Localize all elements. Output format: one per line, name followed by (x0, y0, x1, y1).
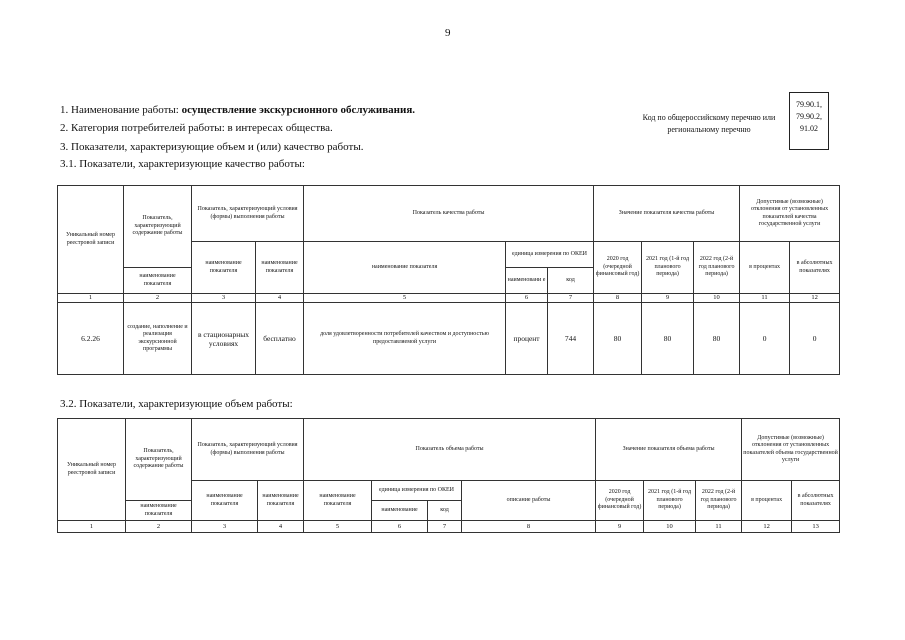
column-number: 11 (696, 521, 742, 533)
header-in-absolute: в абсолютных показателях (790, 242, 840, 294)
header-volume-indicator: Показатель объема работы (304, 419, 596, 481)
column-number: 4 (258, 521, 304, 533)
column-number: 7 (548, 294, 594, 303)
column-number: 3 (192, 294, 256, 303)
cell-deviation-percent: 0 (740, 303, 790, 375)
column-number: 11 (740, 294, 790, 303)
header-year-2020: 2020 год (очередной финансовый год) (594, 242, 642, 294)
column-number: 2 (124, 294, 192, 303)
column-number: 4 (256, 294, 304, 303)
column-number: 6 (506, 294, 548, 303)
column-number: 3 (192, 521, 258, 533)
header-deviation: Допустимые (возможные) отклонения от установленных показателей объема государственной услуги (742, 419, 840, 481)
cell-condition-2: бесплатно (256, 303, 304, 375)
cell-unit: процент (506, 303, 548, 375)
header-year-2022: 2022 год (2-й год планового периода) (694, 242, 740, 294)
header-quality-value: Значение показателя качества работы (594, 186, 740, 242)
column-number: 12 (742, 521, 792, 533)
header-content-indicator: Показатель, характеризующий содержание работы (124, 186, 192, 268)
header-in-absolute: в абсолютных показателях (792, 481, 840, 521)
volume-section-title: 3.2. Показатели, характеризующие объем работы: (60, 398, 293, 410)
work-name-value: осуществление экскурсионного обслуживания. (181, 104, 416, 116)
page-number: 9 (445, 27, 451, 39)
header-year-2022: 2022 год (2-й год планового периода) (696, 481, 742, 521)
column-number: 13 (792, 521, 840, 533)
consumer-category-line: 2. Категория потребителей работы: в интересах общества. (60, 122, 333, 134)
column-number: 5 (304, 521, 372, 533)
header-unit-okei: единица измерения по ОКЕИ (372, 481, 462, 501)
column-number: 5 (304, 294, 506, 303)
volume-table (57, 418, 840, 533)
quality-table (57, 185, 840, 375)
header-name-2: наименование показателя (192, 242, 256, 294)
cell-deviation-absolute: 0 (790, 303, 840, 375)
header-unit-name: наименование (372, 501, 428, 521)
header-content-indicator: Показатель, характеризующий содержание работы (126, 419, 192, 501)
header-quality-indicator: Показатель качества работы (304, 186, 594, 242)
header-unique-number: Уникальный номер реестровой записи (58, 186, 124, 294)
header-deviation: Допустимые (возможные) отклонения от установленных показателей качества государственной услуги (740, 186, 840, 242)
table-row (58, 303, 840, 375)
header-name-2: наименование показателя (192, 481, 258, 521)
header-in-percent: в процентах (742, 481, 792, 521)
column-number: 8 (462, 521, 596, 533)
column-number: 10 (644, 521, 696, 533)
column-number: 1 (58, 521, 126, 533)
header-name-1: наименование показателя (126, 501, 192, 521)
column-number: 2 (126, 521, 192, 533)
column-number: 9 (642, 294, 694, 303)
cell-indicator-name: доля удовлетворенности потребителей качеством и доступностью предоставляемой услуги (304, 303, 506, 375)
header-indicator-name: наименование показателя (304, 242, 506, 294)
header-year-2020: 2020 год (очередной финансовый год) (596, 481, 644, 521)
column-number: 6 (372, 521, 428, 533)
work-name-line (60, 104, 415, 116)
header-name-1: наименование показателя (124, 268, 192, 294)
cell-code: 744 (548, 303, 594, 375)
header-unique-number: Уникальный номер реестровой записи (58, 419, 126, 521)
header-unit-okei: единица измерения по ОКЕИ (506, 242, 594, 268)
cell-value-2021: 80 (642, 303, 694, 375)
column-number: 7 (428, 521, 462, 533)
code-value-2: 79.90.2, (796, 112, 822, 121)
column-number: 10 (694, 294, 740, 303)
code-box (789, 92, 829, 150)
cell-value-2020: 80 (594, 303, 642, 375)
header-volume-value: Значение показателя объема работы (596, 419, 742, 481)
indicators-line: 3. Показатели, характеризующие объем и (или) качество работы. (60, 141, 364, 153)
header-unit-code: код (428, 501, 462, 521)
header-unit-name: наименовани е (506, 268, 548, 294)
header-conditions-indicator: Показатель, характеризующий условия (формы) выполнения работы (192, 419, 304, 481)
header-year-2021: 2021 год (1-й год планового периода) (644, 481, 696, 521)
column-number: 12 (790, 294, 840, 303)
cell-condition-1: в стационарных условиях (192, 303, 256, 375)
header-name-3: наименование показателя (258, 481, 304, 521)
cell-unique-number: 6.2.26 (58, 303, 124, 375)
code-value-1: 79.90.1, (796, 100, 822, 109)
header-work-description: описание работы (462, 481, 596, 521)
code-value-3: 91.02 (800, 124, 818, 133)
header-name-4: наименование показателя (304, 481, 372, 521)
code-label: Код по общероссийскому перечню или региональному перечню (642, 113, 776, 134)
header-year-2021: 2021 год (1-й год планового периода) (642, 242, 694, 294)
cell-content: создание, наполнение и реализация экскурсионной программы (124, 303, 192, 375)
header-conditions-indicator: Показатель, характеризующий условия (формы) выполнения работы (192, 186, 304, 242)
work-name-prefix: 1. Наименование работы: (60, 104, 182, 116)
header-name-3: наименование показателя (256, 242, 304, 294)
quality-section-title: 3.1. Показатели, характеризующие качество работы: (60, 158, 305, 170)
header-in-percent: в процентах (740, 242, 790, 294)
column-number: 9 (596, 521, 644, 533)
column-number: 1 (58, 294, 124, 303)
column-number: 8 (594, 294, 642, 303)
cell-value-2022: 80 (694, 303, 740, 375)
header-unit-code: код (548, 268, 594, 294)
